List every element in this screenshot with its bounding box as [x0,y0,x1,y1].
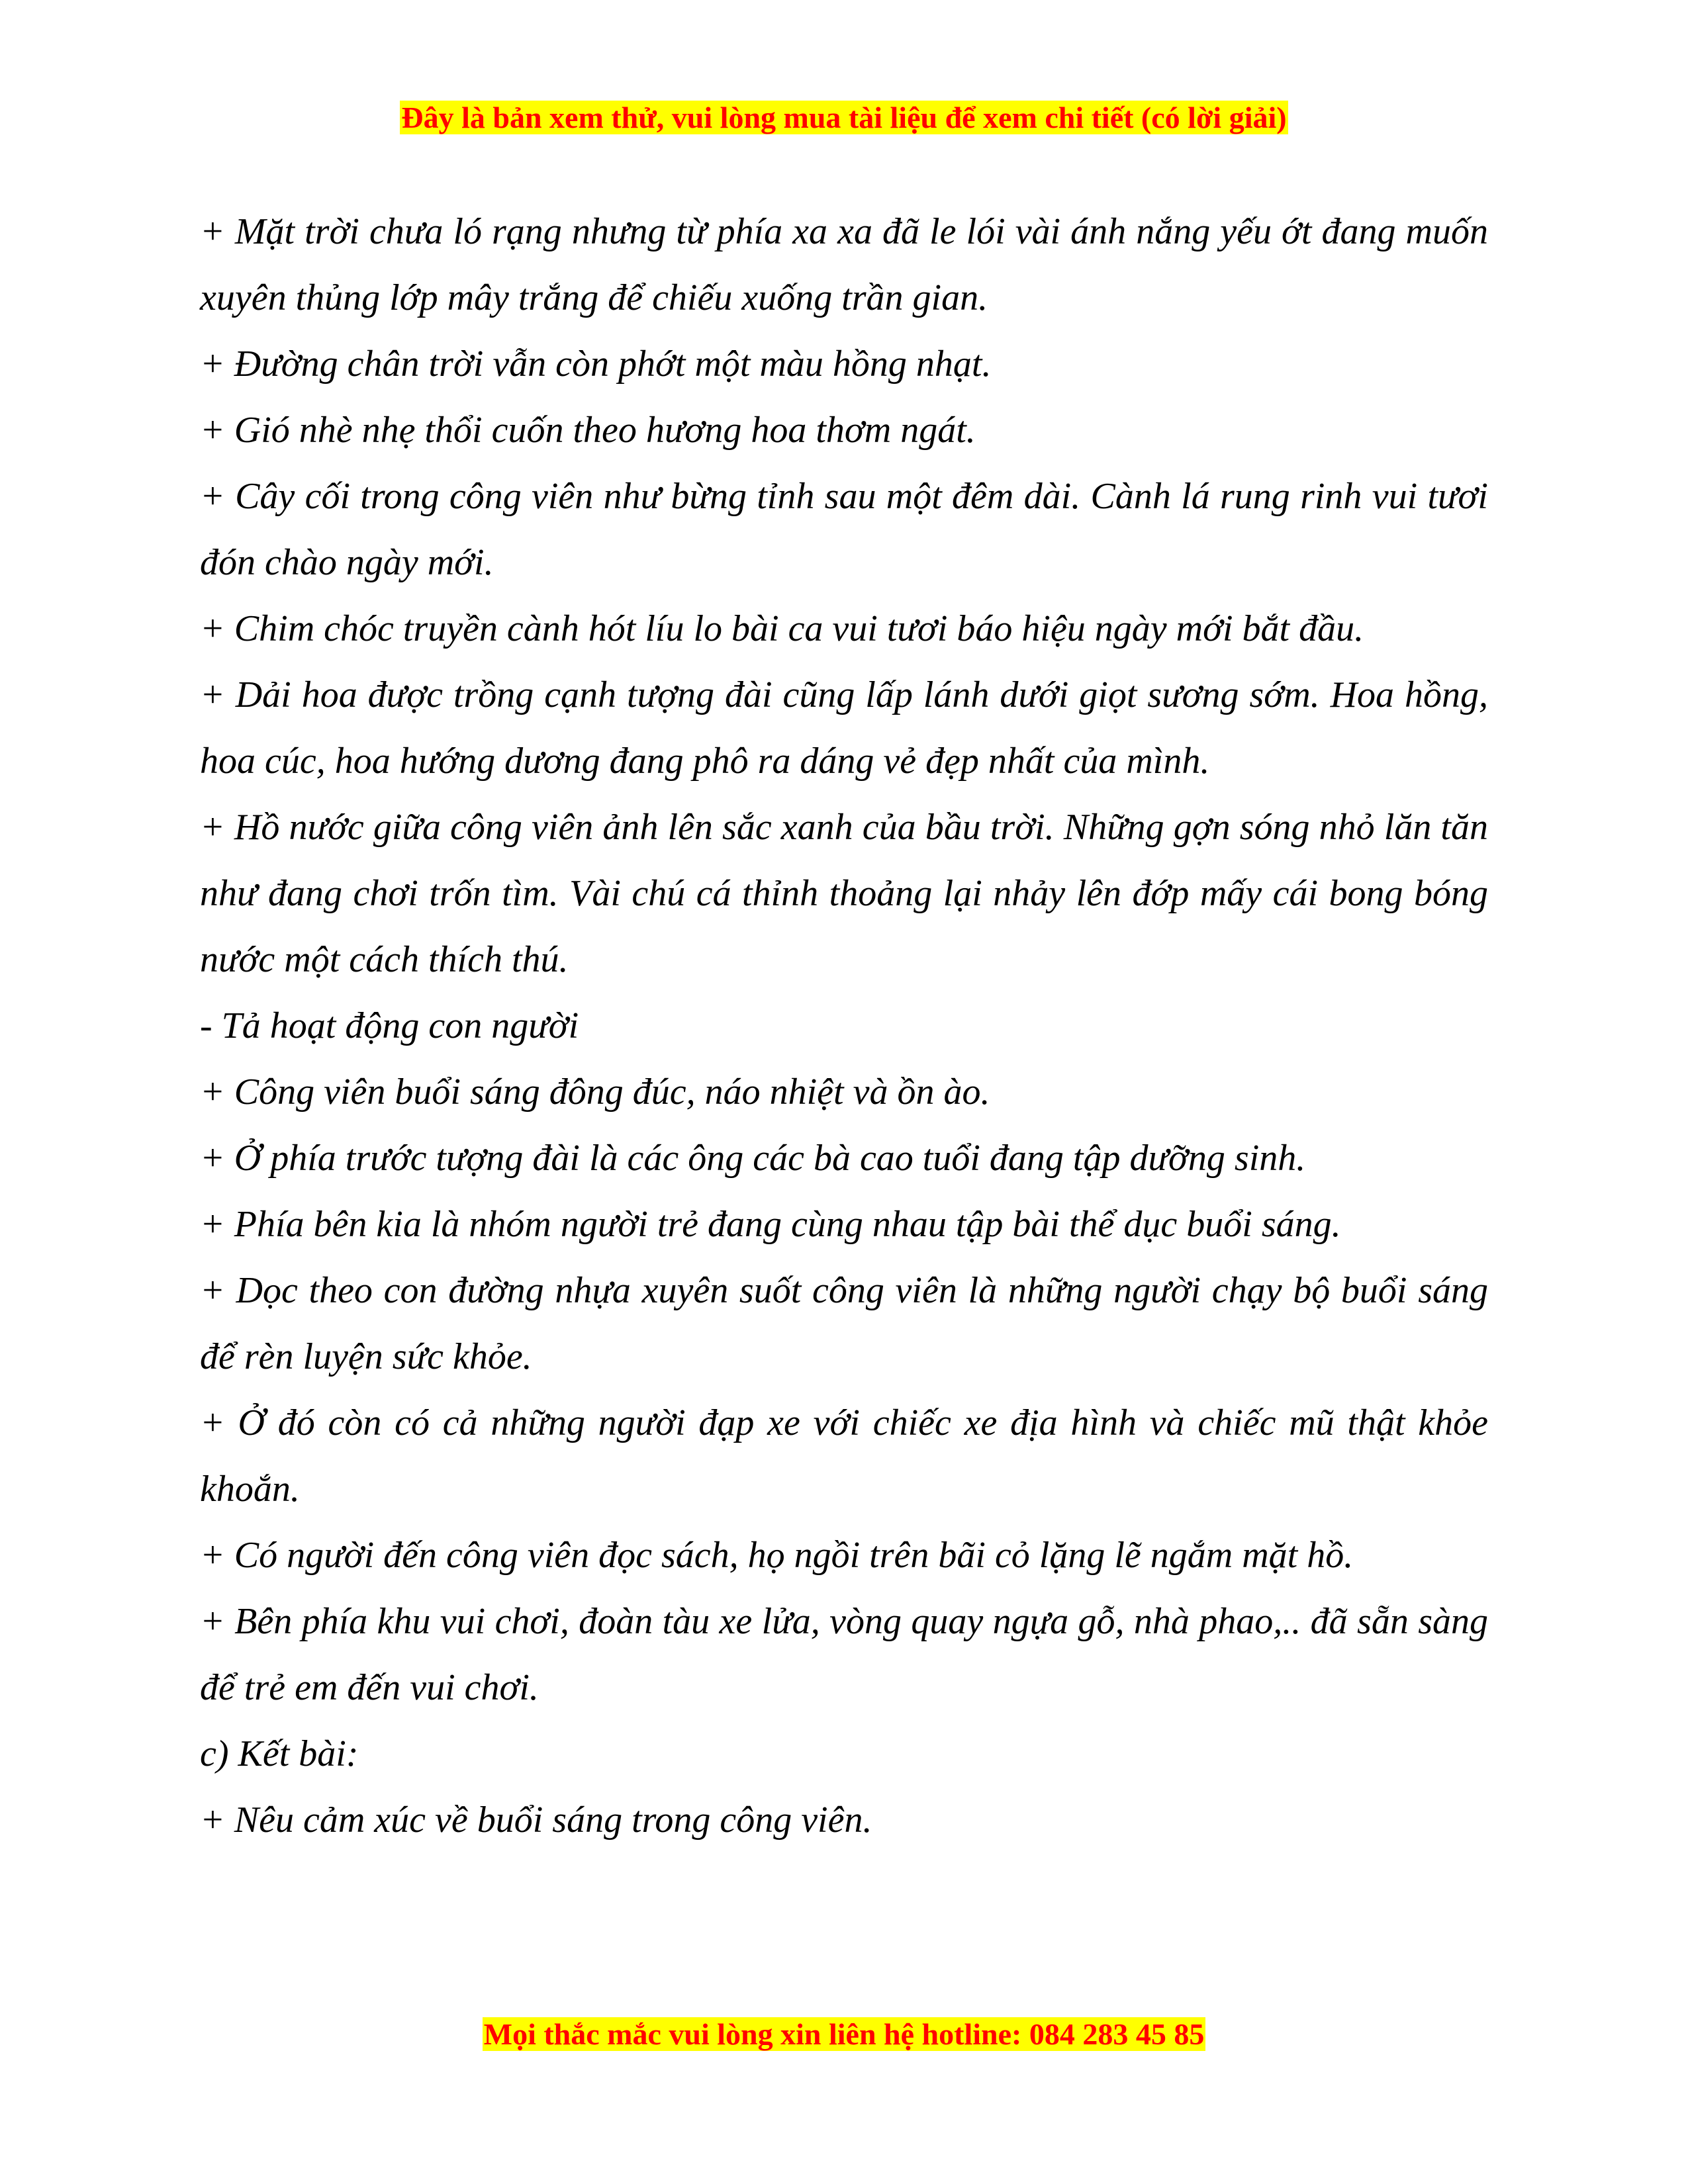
section-heading: c) Kết bài: [200,1733,359,1774]
paragraph: + Dải hoa được trồng cạnh tượng đài cũng lấp lánh dưới giọt sương sớm. Hoa hồng, hoa cúc, hoa hướng dương đang phô ra dáng vẻ đẹp nhất của mình. [200,674,1488,782]
preview-notice-text: Đây là bản xem thử, vui lòng mua tài liệu để xem chi tiết (có lời giải) [401,101,1287,134]
document-body [200,199,1488,1853]
preview-notice-banner [0,98,1688,138]
paragraph: + Cây cối trong công viên như bừng tỉnh sau một đêm dài. Cành lá rung rinh vui tươi đón chào ngày mới. [200,476,1488,583]
paragraph: + Nêu cảm xúc về buổi sáng trong công viên. [200,1799,872,1841]
paragraph: + Công viên buổi sáng đông đúc, náo nhiệt và ồn ào. [200,1071,990,1113]
paragraph: + Đường chân trời vẫn còn phớt một màu hồng nhạt. [200,343,992,385]
paragraph: + Bên phía khu vui chơi, đoàn tàu xe lửa, vòng quay ngựa gỗ, nhà phao,.. đã sẵn sàng để trẻ em đến vui chơi. [200,1601,1488,1708]
paragraph: + Hồ nước giữa công viên ảnh lên sắc xanh của bầu trời. Những gợn sóng nhỏ lăn tăn như đang chơi trốn tìm. Vài chú cá thỉnh thoảng lại nhảy lên đớp mấy cái bong bóng nước một cách thích thú. [200,807,1488,980]
paragraph: + Gió nhè nhẹ thổi cuốn theo hương hoa thơm ngát. [200,410,976,451]
paragraph: + Ở đó còn có cả những người đạp xe với chiếc xe địa hình và chiếc mũ thật khỏe khoắn. [200,1402,1488,1510]
section-heading: - Tả hoạt động con người [200,1005,579,1046]
paragraph: + Có người đến công viên đọc sách, họ ngồi trên bãi cỏ lặng lẽ ngắm mặt hồ. [200,1535,1354,1576]
hotline-text: Mọi thắc mắc vui lòng xin liên hệ hotline: 084 283 45 85 [483,2017,1205,2051]
paragraph: + Chim chóc truyền cành hót líu lo bài ca vui tươi báo hiệu ngày mới bắt đầu. [200,608,1364,649]
paragraph: + Phía bên kia là nhóm người trẻ đang cùng nhau tập bài thể dục buổi sáng. [200,1204,1341,1245]
paragraph: + Mặt trời chưa ló rạng nhưng từ phía xa xa đã le lói vài ánh nắng yếu ớt đang muốn xuyên thủng lớp mây trắng để chiếu xuống trần gian. [200,211,1488,318]
paragraph: + Ở phía trước tượng đài là các ông các bà cao tuổi đang tập dưỡng sinh. [200,1138,1306,1179]
paragraph: + Dọc theo con đường nhựa xuyên suốt công viên là những người chạy bộ buổi sáng để rèn luyện sức khỏe. [200,1270,1488,1377]
hotline-banner [0,2015,1688,2054]
